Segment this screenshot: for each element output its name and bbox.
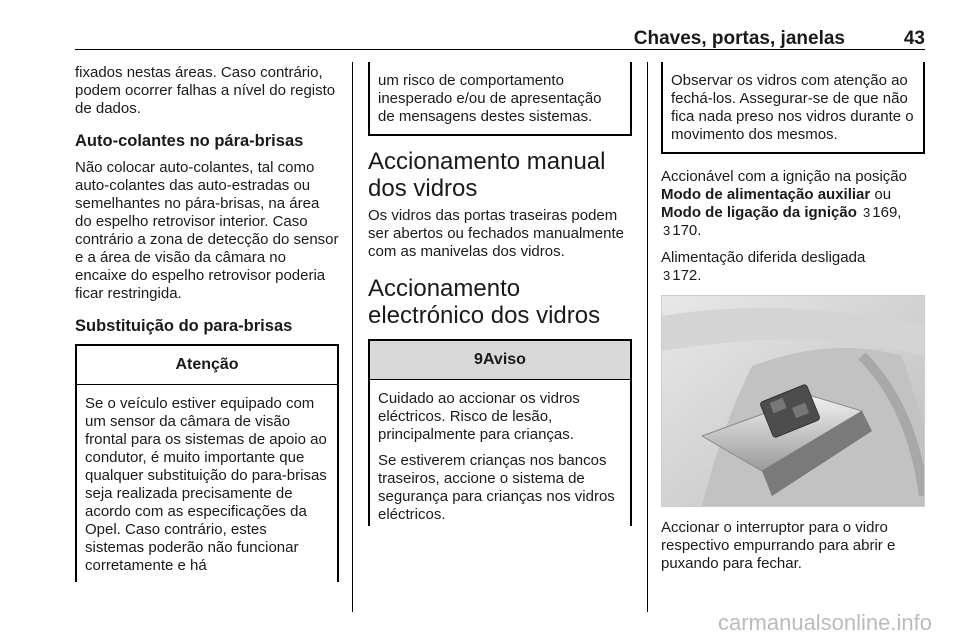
section-heading: Auto-colantes no pára-brisas <box>75 132 304 150</box>
section-heading: Substituição do para-brisas <box>75 317 293 335</box>
warning-box-title <box>370 341 630 380</box>
watermark: carmanualsonline.info <box>717 610 932 635</box>
paragraph: Accionar o interruptor para o vidro respectivo empurrando para abrir e puxando para fechar. <box>661 519 896 572</box>
notice-box <box>661 62 925 154</box>
header-rule <box>75 49 925 50</box>
warning-paragraph: Se estiverem crianças nos bancos traseiros, accione o sistema de segurança para crianças nos vidros eléctricos. <box>378 452 615 523</box>
column-3 <box>661 62 925 582</box>
attention-box-text: um risco de comportamento inesperado e/ou de apresentação de mensagens destes sistemas. <box>378 72 602 125</box>
paragraph: Accionável com a ignição na posição Modo de alimentação auxiliar ou Modo de ligação da ignição 3 169, 3 170. <box>661 168 907 239</box>
notice-box-text: Observar os vidros com atenção ao fechá-los. Assegurar-se de que não fica nada preso nos vidros durante o movimento dos mesmos. <box>671 72 914 143</box>
paragraph: Os vidros das portas traseiras podem ser abertos ou fechados manualmente com as manivelas dos vidros. <box>368 207 624 260</box>
attention-box-title: Atenção <box>77 346 337 385</box>
warning-box <box>368 339 632 526</box>
page-reference[interactable]: 172. <box>672 267 702 284</box>
page-reference[interactable]: 170. <box>672 222 702 239</box>
page-reference[interactable]: 169, <box>872 204 902 221</box>
attention-box <box>75 344 339 582</box>
page-reference-icon: 3 <box>863 205 871 220</box>
warning-box-body <box>370 380 630 538</box>
paragraph: fixados nestas áreas. Caso contrário, podem ocorrer falhas a nível do registo de dados. <box>75 64 336 117</box>
column-divider <box>647 62 648 612</box>
section-heading: Accionamento electrónico dos vidros <box>368 275 601 329</box>
mode-name: Modo de alimentação auxiliar <box>661 186 871 203</box>
paragraph: Não colocar auto-colantes, tal como auto-colantes das auto-estradas ou semelhantes no pára-brisas, na área do espelho retrovisor interior. Caso contrário a zona de detecção do sensor e a área de visão da câmara no encaixe do espelho retrovisor poderia ficar restringida. <box>75 159 339 302</box>
running-title: Chaves, portas, janelas <box>633 28 845 49</box>
warning-box-title-text: Aviso <box>482 351 526 368</box>
attention-box-continued <box>368 62 632 136</box>
section-heading: Accionamento manual dos vidros <box>368 148 606 202</box>
warning-icon: 9 <box>474 351 483 368</box>
paragraph: Alimentação diferida desligada 3 172. <box>661 249 866 284</box>
page-reference-icon: 3 <box>663 223 671 238</box>
mode-name: Modo de ligação da ignição <box>661 204 857 221</box>
page-number: 43 <box>903 28 925 49</box>
column-1 <box>75 64 339 582</box>
column-2 <box>368 62 632 526</box>
attention-box-text: Se o veículo estiver equipado com um sensor da câmara de visão frontal para os sistemas de apoio ao condutor, é muito importante que qualquer substituição do para-brisas seja realizada precisamente de acordo com as especificações da Opel. Caso contrário, estes sistemas poderão não funcionar corretamente e há <box>85 395 327 574</box>
column-divider <box>352 62 353 612</box>
warning-paragraph: Cuidado ao accionar os vidros eléctricos. Risco de lesão, principalmente para crianças. <box>378 390 580 443</box>
page-reference-icon: 3 <box>663 268 671 283</box>
window-switch-photo <box>661 295 925 507</box>
